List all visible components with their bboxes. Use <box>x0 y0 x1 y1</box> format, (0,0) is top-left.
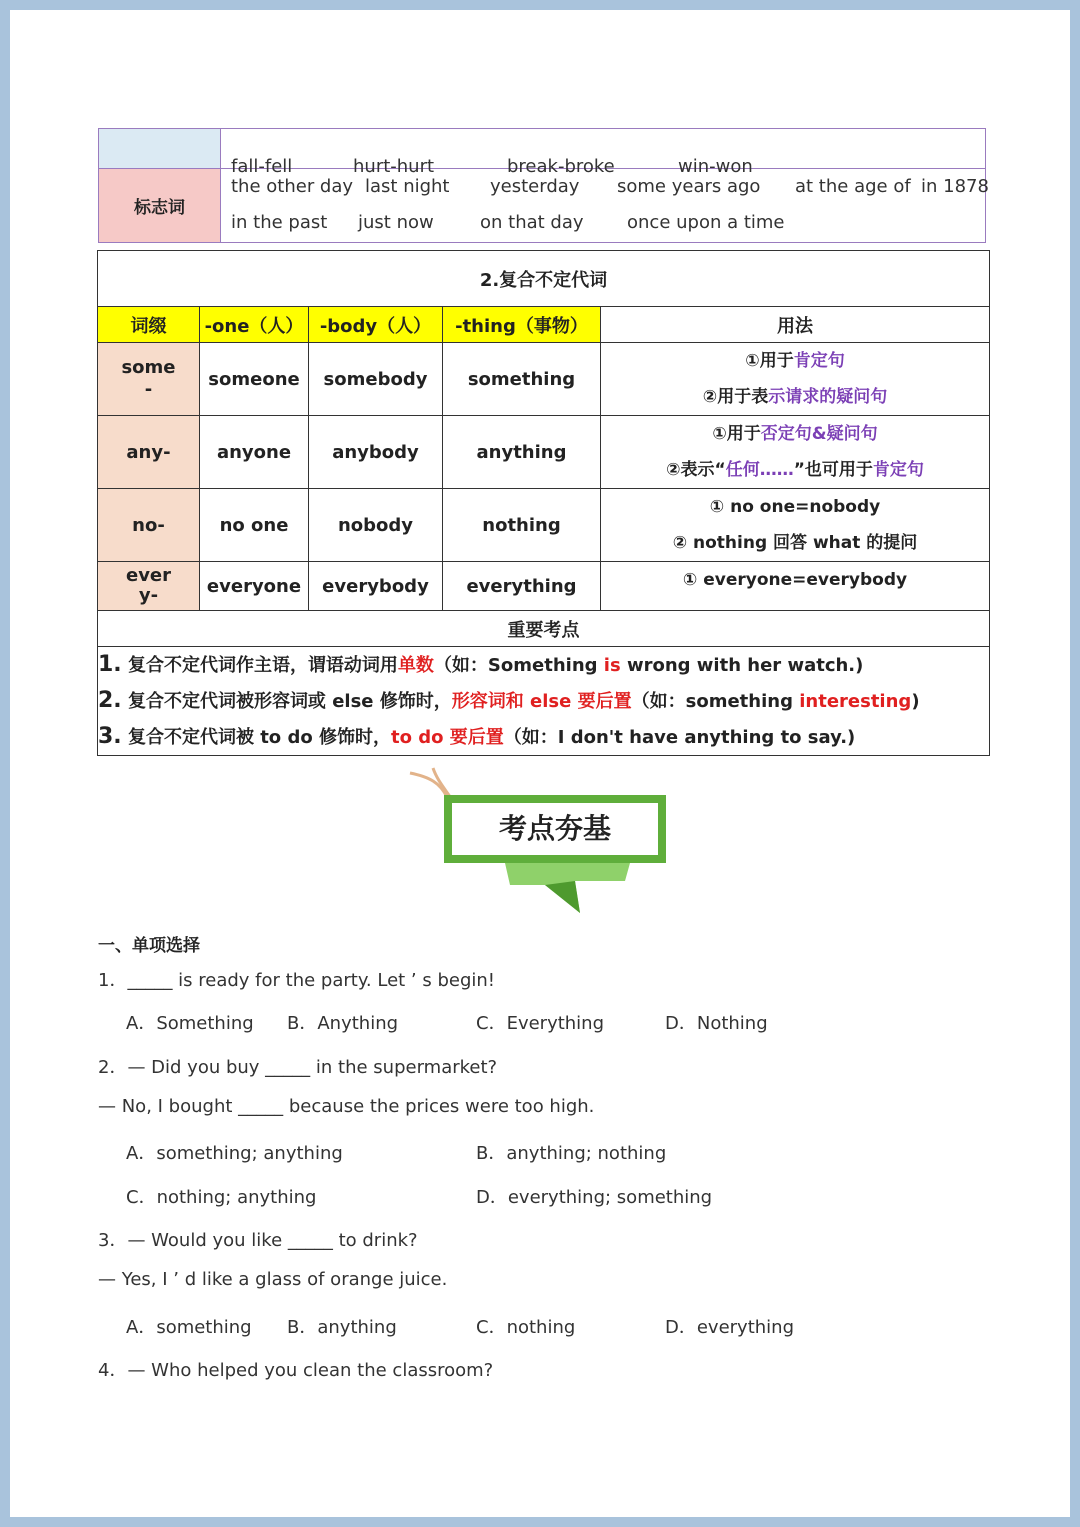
option-a[interactable]: A．something <box>126 1317 252 1338</box>
pronoun-cell: someone <box>200 343 309 416</box>
question-1: 1．_____ is ready for the party. Let ’ s begin! <box>98 970 496 991</box>
header-cell: 词缀 <box>98 307 200 343</box>
usage-cell: ① no one=nobody ② nothing 回答 what 的提问 <box>601 489 990 562</box>
prefix-cell: no- <box>98 489 200 562</box>
question-3: 3．— Would you like _____ to drink? <box>98 1230 418 1251</box>
option-d[interactable]: D．Nothing <box>665 1013 768 1034</box>
question-2: 2．— Did you buy _____ in the supermarket? <box>98 1057 498 1078</box>
signal-word: the other day <box>231 175 354 197</box>
option-a[interactable]: A．Something <box>126 1013 254 1034</box>
usage-cell: ①用于肯定句 ②用于表示请求的疑问句 <box>601 343 990 416</box>
pronoun-cell: no one <box>200 489 309 562</box>
prefix-cell: some - <box>98 343 200 416</box>
signal-word: some years ago <box>617 175 761 197</box>
option-b[interactable]: B．anything <box>287 1317 397 1338</box>
pronoun-cell: anybody <box>309 416 443 489</box>
verb-pair: fall-fell <box>231 155 293 177</box>
header-cell: -body（人） <box>309 307 443 343</box>
signal-word: in the past <box>231 211 328 233</box>
question-3-reply: — Yes, I ’ d like a glass of orange juice. <box>98 1269 448 1290</box>
pronoun-cell: something <box>443 343 601 416</box>
header-cell: 用法 <box>601 307 990 343</box>
section-badge <box>444 795 666 863</box>
verb-pair: break-broke <box>507 155 615 177</box>
prefix-cell: ever y- <box>98 562 200 611</box>
pronoun-cell: nobody <box>309 489 443 562</box>
option-c[interactable]: C．Everything <box>476 1013 605 1034</box>
prefix-cell: any- <box>98 416 200 489</box>
option-b[interactable]: B．Anything <box>287 1013 399 1034</box>
pronoun-cell: anything <box>443 416 601 489</box>
option-d[interactable]: D．everything <box>665 1317 795 1338</box>
header-cell: -one（人） <box>200 307 309 343</box>
key-point: 1. 复合不定代词作主语，谓语动词用单数（如：Something is wrong with her watch.) <box>98 652 864 677</box>
blank-cell <box>99 129 221 169</box>
signal-word: last night <box>365 175 450 197</box>
signal-words-cell <box>221 169 989 243</box>
key-points-list <box>98 647 990 756</box>
option-c[interactable]: C．nothing <box>476 1317 576 1338</box>
key-points-title: 重要考点 <box>98 611 990 647</box>
option-c[interactable]: C．nothing; anything <box>126 1187 317 1208</box>
pronoun-cell: everything <box>443 562 601 611</box>
verb-table <box>98 128 989 243</box>
table-title: 2.复合不定代词 <box>98 251 990 307</box>
pronoun-cell: somebody <box>309 343 443 416</box>
pronoun-cell: anyone <box>200 416 309 489</box>
signal-word: in 1878 <box>921 175 989 197</box>
signal-word: once upon a time <box>627 211 785 233</box>
question-2-reply: — No, I bought _____ because the prices were too high. <box>98 1096 595 1117</box>
option-a[interactable]: A．something; anything <box>126 1143 343 1164</box>
option-d[interactable]: D．everything; something <box>476 1187 713 1208</box>
signal-word: on that day <box>480 211 584 233</box>
ribbon-icon <box>505 863 635 913</box>
signal-words-label: 标志词 <box>99 169 221 243</box>
key-point: 3. 复合不定代词被 to do 修饰时，to do 要后置（如：I don't have anything to say.) <box>98 724 856 749</box>
header-cell: -thing（事物） <box>443 307 601 343</box>
key-point: 2. 复合不定代词被形容词或 else 修饰时，形容词和 else 要后置（如：something interesting) <box>98 688 920 713</box>
pronoun-cell: everyone <box>200 562 309 611</box>
signal-word: yesterday <box>490 175 580 197</box>
usage-cell: ①用于否定句&疑问句 ②表示“任何……”也可用于肯定句 <box>601 416 990 489</box>
irregular-verbs-row <box>221 129 986 177</box>
verb-pair: hurt-hurt <box>353 155 435 177</box>
signal-word: at the age of <box>795 175 911 197</box>
option-b[interactable]: B．anything; nothing <box>476 1143 667 1164</box>
pronoun-table <box>97 250 990 756</box>
badge-label: 考点夯基 <box>452 803 658 855</box>
pronoun-cell: nothing <box>443 489 601 562</box>
section-title: 一、单项选择 <box>98 936 200 956</box>
usage-cell: ① everyone=everybody <box>601 562 990 611</box>
signal-word: just now <box>358 211 434 233</box>
document-page <box>10 10 1070 1517</box>
question-4: 4．— Who helped you clean the classroom? <box>98 1360 494 1381</box>
pronoun-cell: everybody <box>309 562 443 611</box>
verb-pair: win-won <box>678 155 753 177</box>
